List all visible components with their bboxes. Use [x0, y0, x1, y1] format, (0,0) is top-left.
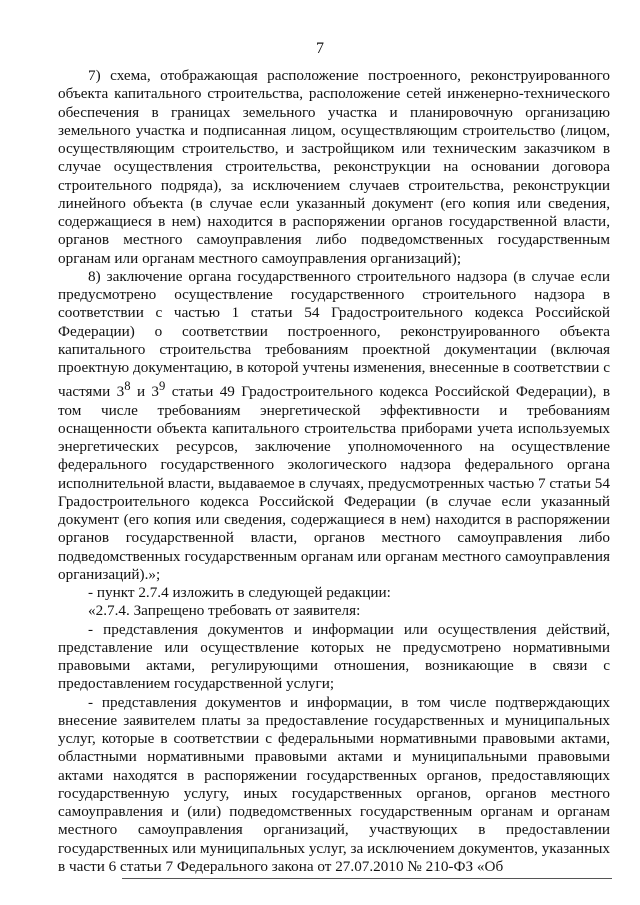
page-number: 7: [316, 40, 324, 57]
document-body: [58, 67, 610, 876]
superscript-9: 9: [159, 379, 166, 394]
paragraph-274-intro: - пункт 2.7.4 изложить в следующей редакции:: [88, 584, 391, 602]
footer-divider: [122, 878, 612, 879]
item-8-text-start: 8) заключение органа государственного строительного надзора (в случае если предусмотрено осуществление государственного строительного надзора в соответствии с частью 1 статьи 54 Градостроительного кодекса Российской Федерации) о соответствии построенного, реконструированного объекта капитального строительства требованиям проектной документации (включая проектную документацию, в которой учтены изменения, внесенные в соответствии с частями 3: [58, 267, 610, 401]
paragraph-item-7: 7) схема, отображающая расположение построенного, реконструированного объекта капитального строительства, расположение сетей инженерно-технического обеспечения в границах земельного участка и планировочную организацию земельного участка и подписанная лицом, осуществляющим строительство (лицом, осуществляющим строительство, и застройщиком или техническим заказчиком в случае осуществления строительства, реконструкции на основании договора строительного подряда), за исключением случаев строительства, реконструкции линейного объекта (в случае если указанный документ (его копия или сведения, содержащиеся в нем) находится в распоряжении органов государственной власти, органов местного самоуправления либо подведомственных государственным органам или органам местного самоуправления организаций);: [58, 67, 610, 267]
superscript-8: 8: [124, 379, 131, 394]
item-8-text-end: статьи 49 Градостроительного кодекса Российской Федерации), в том числе требованиям энергетической эффективности и требованиям оснащенности объекта капитального строительства приборами учета используемых энергетических ресурсов, заключение уполномоченного на осуществление федерального государственного экологического надзора федерального органа исполнительной власти, выдаваемое в случаях, предусмотренных частью 7 статьи 54 Градостроительного кодекса Российской Федерации (в случае если указанный документ (его копия или сведения, содержащиеся в нем) находится в распоряжении органов государственной власти, органов местного самоуправления либо подведомственных государственным органам или органам местного самоуправления организаций).»;: [58, 383, 610, 583]
paragraph-274-heading: «2.7.4. Запрещено требовать от заявителя:: [88, 602, 361, 620]
paragraph-274-first-item: - представления документов и информации или осуществления действий, представление или осуществление которых не предусмотрено нормативными правовыми актами, регулирующими отношения, возникающие в связи с предоставлением государственной услуги;: [58, 620, 610, 693]
item-8-text-mid: и 3: [130, 383, 160, 401]
paragraph-274-second-item: - представления документов и информации, в том числе подтверждающих внесение заявителем платы за предоставление государственных и муниципальных услуг, которые в соответствии с федеральными нормативными правовыми актами, областными нормативными правовыми актами и муниципальными правовыми актами находятся в распоряжении государственных органов, предоставляющих государственную услугу, иных государственных органов, органов местного самоуправления и (или) подведомственных государственным органам и органам местного самоуправления организаций, участвующих в предоставлении государственных или муниципальных услуг, за исключением документов, указанных в части 6 статьи 7 Федерального закона от 27.07.2010 № 210-ФЗ «Об: [58, 693, 610, 875]
paragraph-item-8: [58, 268, 610, 584]
